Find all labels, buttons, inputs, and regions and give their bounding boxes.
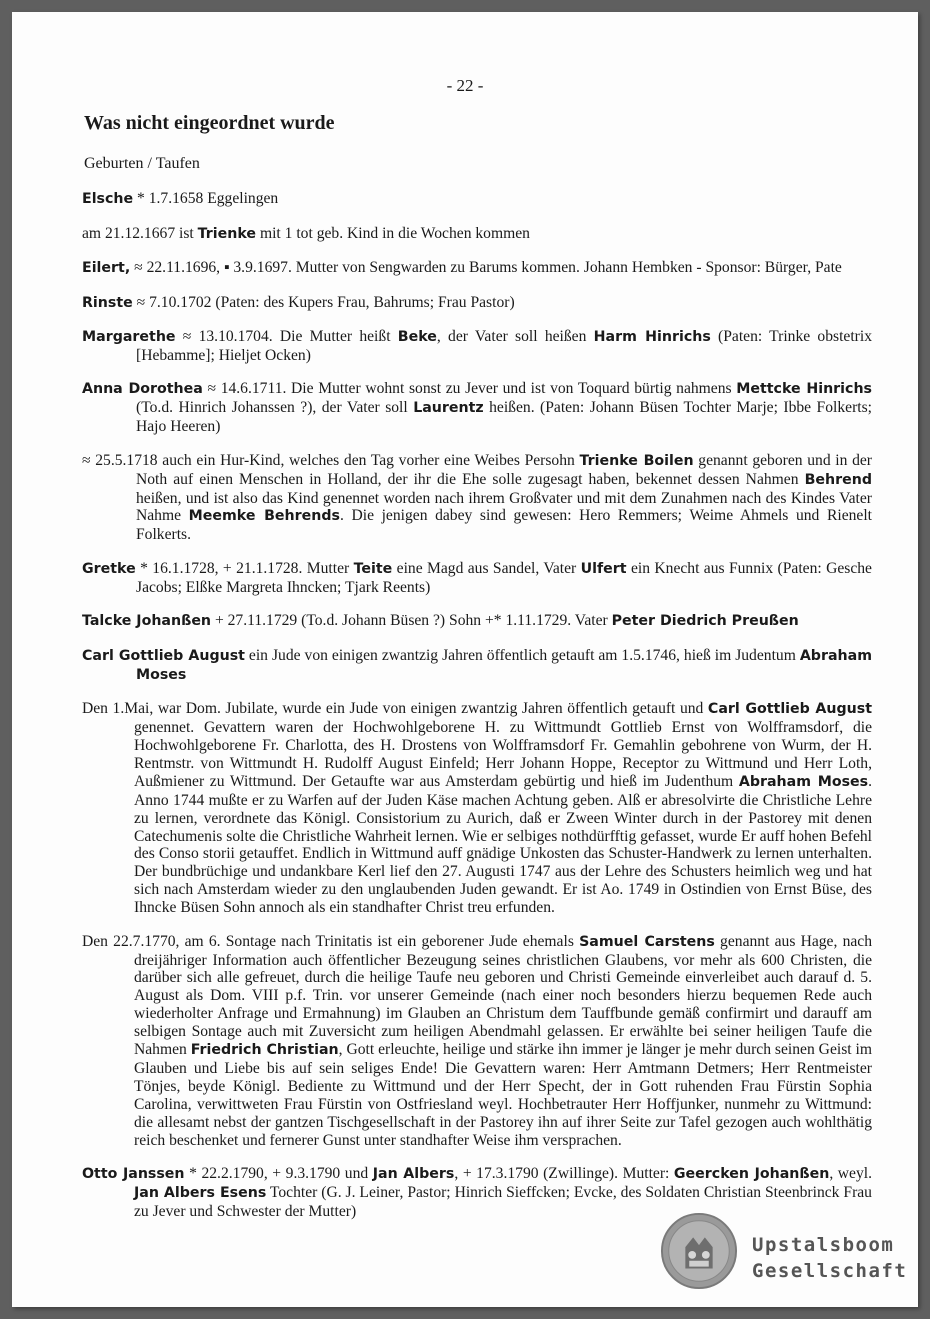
entry-name: Talcke Johanßen — [82, 613, 212, 630]
entry-name: Anna Dorothea — [82, 381, 203, 398]
logo-line-2: Gesellschaft — [752, 1260, 908, 1282]
entry-text: * 22.2.1790, + 9.3.1790 und — [184, 1165, 373, 1183]
entry-name: Harm Hinrichs — [593, 329, 711, 345]
entry-item — [82, 259, 872, 278]
entry-name: Eilert, — [82, 260, 131, 276]
entry-text: heißen. (Paten: Johann Büsen Tochter Marje; Ibbe Folkerts; Hajo Heeren) — [136, 399, 872, 436]
entry-name: Elsche — [82, 191, 134, 207]
entry-text: Den 22.7.1770, am 6. Sontage nach Trinitatis ist ein geborener Jude ehemals — [82, 932, 580, 950]
entry-name: Behrend — [804, 471, 872, 488]
entry-text: ≈ 22.11.1696, ▪ 3.9.1697. Mutter von Sengwarden zu Barums kommen. Johann Hembken - Sponsor: Bürger, Pate — [130, 259, 842, 276]
entry-name: Trienke — [197, 225, 257, 242]
entry-name: Mettcke Hinrichs — [736, 381, 872, 398]
entry-name: Carl Gottlieb August — [707, 701, 872, 718]
entry-text: , der Vater soll heißen — [436, 328, 594, 345]
entry-item — [82, 452, 872, 545]
entry-text: , weyl. — [829, 1165, 872, 1183]
seal-logo-icon — [660, 1212, 738, 1290]
entry-name: Rinste — [82, 294, 133, 311]
document-page — [12, 12, 918, 1307]
entry-text: * 16.1.1728, + 21.1.1728. Mutter — [135, 559, 354, 577]
entry-name: Friedrich Christian — [190, 1042, 339, 1059]
entry-name: Laurentz — [413, 400, 484, 417]
entry-text: ein Knecht aus Funnix (Paten: Gesche Jacobs; Elßke Margreta Ihncken; Tjark Reents) — [136, 559, 872, 596]
entry-text: (Paten: Trinke obstetrix [Hebamme]; Hieljet Ocken) — [136, 328, 872, 364]
entry-name: Ulfert — [580, 560, 627, 577]
entry-text: eine Magd aus Sandel, Vater — [392, 559, 581, 577]
entry-text: + 27.11.1729 (To.d. Johann Büsen ?) Sohn +* 1.11.1729. Vater — [211, 612, 612, 630]
entry-name: Margarethe — [82, 329, 176, 345]
entry-text: ≈ 13.10.1704. Die Mutter heißt — [175, 328, 398, 345]
entry-text: , + 17.3.1790 (Zwillinge). Mutter: — [454, 1165, 674, 1183]
section-heading: Was nicht eingeordnet wurde — [84, 112, 335, 134]
entry-item — [82, 328, 872, 365]
entry-item — [82, 294, 872, 313]
entry-name: Carl Gottlieb August — [82, 647, 245, 664]
entry-name: Otto Janssen — [82, 1166, 185, 1183]
entry-text: Tochter (G. J. Leiner, Pastor; Hinrich Sieffcken; Evcke, des Soldaten Christian Steenbrinck Frau zu Jever und Schwester der Mutter) — [134, 1184, 872, 1220]
entry-text: , Gott erleuchte, heilige und stärke ihn immer je länger je mehr durch seinen Geist im Glauben und Liebe bis auf sein seliges Ende! Die Gevattern waren: Herr Amtmann Detmers; Herr Rentmeister Tönjes, beyde Königl. Bediente zu Wittmund und der Herr Specht, der in Gott ruhenden Frau Fürstin Sophia Carolina, verwittweten Frau Fürstin von Ostfriesland weyl. Hochbetrauter Herr Hoffjunker, nunmehr zu Wittmund: die allesamt nebst der gantzen Tischgesellschaft in der Pastorey ihn auf ihrer Seite zur Tafel gezogen auch wohlthätig reich beschenket und fernerer Gunst unter standhafter Weise ihm versprachen. — [134, 1041, 872, 1149]
entry-text: Den 1.Mai, war Dom. Jubilate, wurde ein Jude von einigen zwantzig Jahren öffentlich getauft und — [82, 700, 708, 718]
entry-text: ≈ 7.10.1702 (Paten: des Kupers Frau, Bahrums; Frau Pastor) — [132, 293, 515, 311]
entry-item — [82, 612, 872, 631]
entry-text: genennet. Gevattern waren der Hochwohlgeborene H. zu Wittmundt Gottlieb Ernst von Wolfframsdorf, die Hochwohlgeborene Fr. Charlotta, des H. Drostens von Wolfframsdorf Fr. Gemahlin gebohrene von Wurm, der H. Rentmstr. von Wittmundt H. Rudolff August Einfeld; Herr Johann Hoppe, Receptor zu Wittmund und Herr Loth, Außmiener zu Wittmund. Der Getaufte war aus Amsterdam gebürtig und hieß im Judenthum — [134, 719, 872, 790]
entry-list — [82, 190, 872, 1236]
section-subheading: Geburten / Taufen — [84, 155, 200, 172]
entry-name: Abraham Moses — [738, 773, 869, 790]
entry-name: Trienke Boilen — [579, 452, 694, 469]
entry-item — [82, 933, 872, 1150]
entry-item — [82, 380, 872, 436]
entry-name: Meemke Behrends — [188, 508, 340, 525]
entry-item — [82, 225, 872, 244]
entry-text: . Die jenigen dabey sind gewesen: Hero Remmers; Weime Ahmels und Rienelt Folkerts. — [136, 507, 872, 544]
entry-name: Peter Diedrich Preußen — [611, 613, 799, 630]
logo-line-1: Upstalsboom — [752, 1234, 895, 1256]
entry-name: Gretke — [82, 560, 136, 577]
entry-text: (To.d. Hinrich Johanssen ?), der Vater soll — [136, 399, 414, 417]
entry-text: . Anno 1744 mußte er zu Warfen auf der Juden Käse machen Achtung geben. Alß er abresolvirte die Christliche Lehre zu lernen, verordnete das Königl. Consistorium zu Aurich, daß er Zween Winter durch in der Pastorey mit denen Catechumenis solte die Christliche Wahrheit lernen. Wie er selbiges nothdürfftig gefasset, wurde Er auff hohen Befehl des Conso storii getauffet. Endlich in Wittmund auff gnädige Unkosten das Schuster-Handwerk zu lernen unterhalten. Der bundbrüchige und undankbare Kerl lief den 27. Augusti 1747 aus der Lehre des Schusters heimlich weg und hat sich nach Amsterdam wieder zu den unglaubenden Juden gewandt. Er ist Ao. 1749 in Ostindien von Ernst Büse, des Ihncke Büsen Sohn annoch als ein standhafter Christ treu erfunden. — [134, 772, 872, 917]
entry-text: genannt aus Hage, nach dreijähriger Information auch öffentlicher Bezeugung seines christlichen Glaubens, vor mehr als 600 Christen, die darüber sich alle gefreuet, durch die heilige Taufe neu geboren und Christi Gemeinde einverleibet auch darauf d. 5. August als Dom. VIII p.f. Trin. vor unserer Gemeinde (nach einer noch besonders hierzu bequemen Rede auch wiederholter Anfrage und Ermahnung) im Glauben an Christum dem Tauffbunde gemäß confirmirt und darauff am selbigen Sontage auch mit Zuversicht zum heiligen Abendmahl gelassen. Er erwählte bei seiner heiligen Taufe die Nahmen — [134, 932, 872, 1059]
entry-item — [82, 647, 872, 685]
entry-name: Jan Albers — [372, 1166, 455, 1183]
entry-name: Beke — [397, 329, 437, 345]
entry-item — [82, 560, 872, 597]
entry-name: Jan Albers Esens — [134, 1185, 267, 1201]
entry-text: ≈ 14.6.1711. Die Mutter wohnt sonst zu Jever und ist von Toquard bürtig nahmens — [202, 380, 737, 398]
entry-text: ein Jude von einigen zwantzig Jahren öffentlich getauft am 1.5.1746, hieß im Judentum — [244, 646, 800, 664]
page-number: - 22 - — [446, 76, 484, 95]
entry-text: * 1.7.1658 Eggelingen — [133, 190, 279, 207]
society-logo-text — [752, 1232, 907, 1284]
entry-text: heißen, und ist also das Kind genennet worden nach ihrem Großvater und mit dem Zunahmen nach des Kindes Vater Nahme — [136, 489, 872, 525]
entry-name: Abraham Moses — [136, 647, 872, 683]
entry-item — [82, 1165, 872, 1221]
entry-name: Geercken Johanßen — [673, 1166, 830, 1183]
entry-text: ≈ 25.5.1718 auch ein Hur-Kind, welches den Tag vorher eine Weibes Persohn — [82, 451, 580, 469]
entry-name: Samuel Carstens — [579, 933, 715, 950]
entry-item — [82, 190, 872, 209]
entry-text: am 21.12.1667 ist — [82, 224, 198, 242]
entry-item — [82, 700, 872, 917]
entry-name: Teite — [353, 560, 393, 577]
entry-text: mit 1 tot geb. Kind in die Wochen kommen — [256, 224, 530, 242]
entry-text: genannt geboren und in der Noth auf einen Menschen in Holland, der ihr die Ehe solle zugesagt haben, bekennet dessen Nahmen — [136, 451, 873, 488]
